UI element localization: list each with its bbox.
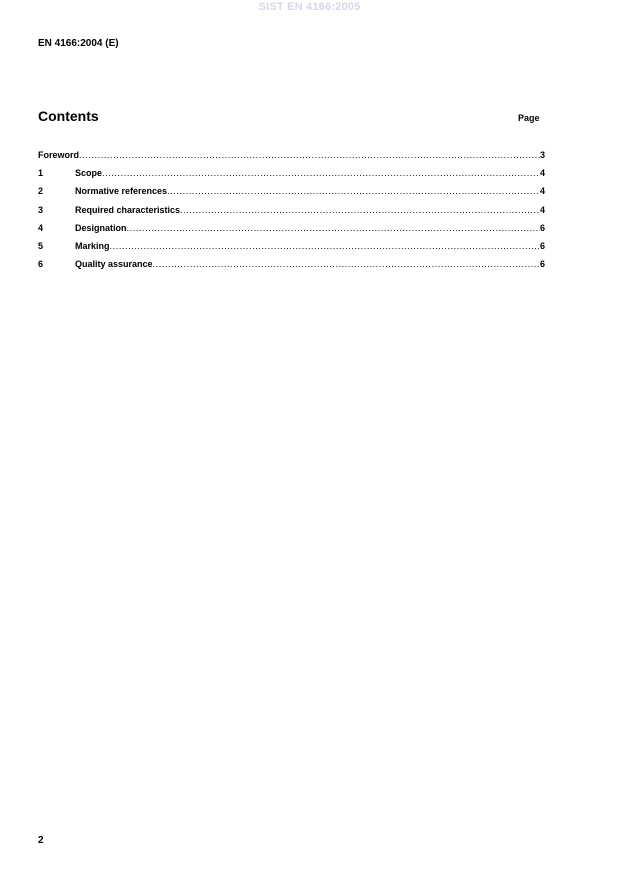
watermark: SIST EN 4166:2005 xyxy=(258,1,361,13)
toc-entry-title: Foreword xyxy=(38,150,80,160)
toc-entry-required-characteristics[interactable] xyxy=(38,205,545,223)
document-identifier: EN 4166:2004 (E) xyxy=(38,38,119,49)
toc-entry-marking[interactable] xyxy=(38,241,545,259)
toc-entry-number: 2 xyxy=(38,186,44,197)
toc-entry-title: Required characteristics xyxy=(75,204,181,215)
toc-entry-page: 6 xyxy=(539,259,545,270)
page-number: 2 xyxy=(38,835,44,846)
toc-entry-page: 4 xyxy=(539,186,545,197)
toc-leader-dots xyxy=(79,150,540,160)
toc-entry-number: 5 xyxy=(38,240,44,251)
toc-entry-title: Quality assurance xyxy=(75,259,153,270)
toc-leader-dots xyxy=(153,259,540,269)
table-of-contents xyxy=(38,150,545,277)
toc-entry-number: 3 xyxy=(38,204,44,215)
page-column-label: Page xyxy=(518,113,540,123)
toc-entry-number: 6 xyxy=(38,259,44,270)
toc-entry-title: Normative references xyxy=(75,186,168,197)
toc-entry-number: 1 xyxy=(38,168,44,179)
toc-entry-page: 4 xyxy=(539,204,545,215)
toc-entry-normative-references[interactable] xyxy=(38,186,545,204)
toc-entry-title: Marking xyxy=(75,240,110,251)
toc-leader-dots xyxy=(127,223,540,233)
toc-entry-page: 4 xyxy=(539,168,545,179)
toc-entry-page: 6 xyxy=(539,240,545,251)
toc-leader-dots xyxy=(180,205,540,215)
contents-heading: Contents xyxy=(38,108,99,124)
toc-leader-dots xyxy=(110,241,540,251)
toc-entry-title: Scope xyxy=(75,168,103,179)
toc-leader-dots xyxy=(102,168,540,178)
toc-leader-dots xyxy=(167,186,540,196)
toc-entry-quality-assurance[interactable] xyxy=(38,259,545,277)
toc-entry-title: Designation xyxy=(75,222,127,233)
toc-entry-page: 3 xyxy=(539,150,545,160)
toc-entry-scope[interactable] xyxy=(38,168,545,186)
toc-entry-designation[interactable] xyxy=(38,223,545,241)
toc-entry-number: 4 xyxy=(38,222,44,233)
toc-entry-page: 6 xyxy=(539,222,545,233)
toc-entry-foreword[interactable] xyxy=(38,150,545,168)
